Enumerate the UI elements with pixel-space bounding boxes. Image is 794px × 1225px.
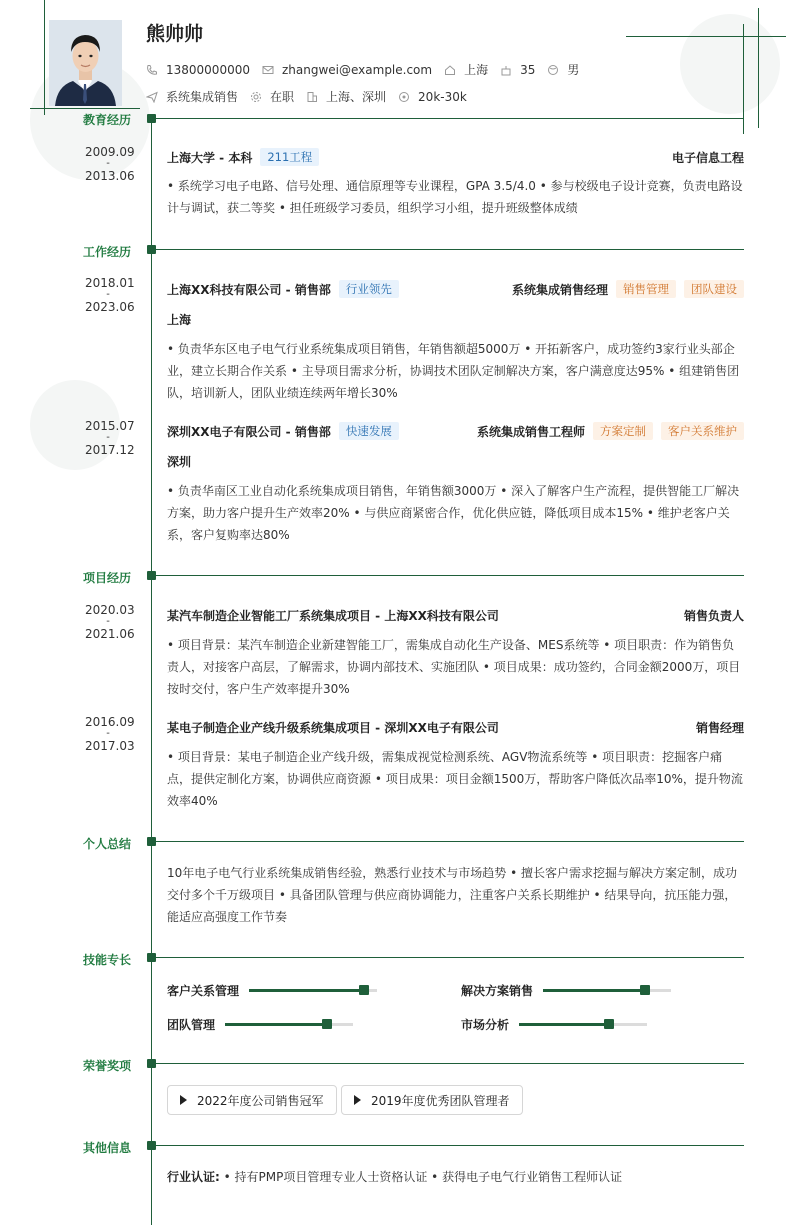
section-marker xyxy=(147,114,156,123)
section-title-projects: 项目经历 xyxy=(83,571,132,585)
candidate-name: 熊帅帅 xyxy=(146,23,204,45)
section-divider xyxy=(156,1145,744,1146)
section-divider xyxy=(156,249,744,250)
city-info xyxy=(444,61,488,78)
phone-info xyxy=(146,63,250,77)
coin-icon xyxy=(398,91,410,103)
date-range xyxy=(85,276,135,314)
decor-line xyxy=(44,0,45,115)
date-separator: - xyxy=(106,289,110,300)
section-title-education: 教育经历 xyxy=(83,113,132,127)
company-name: 上海XX科技有限公司 - 销售部 xyxy=(167,282,331,297)
avatar-photo xyxy=(49,20,122,106)
summary-text: 10年电子电气行业系统集成销售经验，熟悉行业技术与市场趋势 • 擅长客户需求挖掘与解决方案定制，成功交付多个千万级项目 • 具备团队管理与供应商协调能力，注重客户关系长期维护 • 结果导向，抗压能力强，能适应高强度工作节奏 xyxy=(167,866,737,924)
gender-value: 男 xyxy=(567,63,580,77)
contact-row xyxy=(146,61,591,78)
skill-level-fill xyxy=(249,989,364,992)
skill-level-knob xyxy=(359,985,369,995)
company-name: 深圳XX电子有限公司 - 销售部 xyxy=(167,424,331,439)
salary-info xyxy=(398,90,467,104)
skill-level-fill xyxy=(519,1023,609,1026)
job-title: 系统集成销售工程师 xyxy=(476,424,585,439)
decor-circle xyxy=(680,14,780,114)
section-title-awards: 荣誉奖项 xyxy=(83,1059,132,1073)
skill-item xyxy=(461,1016,647,1033)
building-icon xyxy=(306,91,318,103)
skill-item xyxy=(167,982,377,999)
date-separator: - xyxy=(106,616,110,627)
skill-name: 市场分析 xyxy=(461,1018,510,1032)
target-role-info xyxy=(146,88,238,105)
skill-tag: 客户关系维护 xyxy=(661,422,744,440)
end-date: 2017.12 xyxy=(85,443,135,457)
section-marker xyxy=(147,1059,156,1068)
award-name: 2019年度优秀团队管理者 xyxy=(371,1093,510,1108)
section-divider xyxy=(156,841,744,842)
phone-number: 13800000000 xyxy=(166,62,250,77)
date-separator: - xyxy=(106,432,110,443)
skill-level-bar xyxy=(543,989,671,992)
section-marker xyxy=(147,953,156,962)
intention-row xyxy=(146,88,479,105)
date-range xyxy=(85,603,135,641)
skill-level-knob xyxy=(604,1019,614,1029)
education-entry-header xyxy=(167,148,744,166)
section-title-work: 工作经历 xyxy=(83,245,132,259)
work-description: • 负责华东区电子电气行业系统集成项目销售，年销售额超5000万 • 开拓新客户，成功签约3家行业头部企业，建立长期合作关系 • 主导项目需求分析，协调技术团队定制解决方案，客户满意度达95% • 组建销售团队，培训新人，团队业绩连续两年增长30% xyxy=(167,342,740,400)
company-tag: 行业领先 xyxy=(339,280,399,298)
target-role-value: 系统集成销售 xyxy=(166,90,239,104)
company-tag: 快速发展 xyxy=(339,422,399,440)
end-date: 2023.06 xyxy=(85,300,135,314)
play-icon xyxy=(180,1095,187,1105)
start-date: 2018.01 xyxy=(85,276,135,290)
section-title-other: 其他信息 xyxy=(83,1141,132,1155)
play-icon xyxy=(354,1095,361,1105)
skill-level-fill xyxy=(225,1023,327,1026)
gear-icon xyxy=(250,91,262,103)
section-divider xyxy=(156,1063,744,1064)
education-description: • 系统学习电子电路、信号处理、通信原理等专业课程，GPA 3.5/4.0 • 参与校级电子设计竞赛，负责电路设计与调试，获二等奖 • 担任班级学习委员，组织学习小组，提升班级整体成绩 xyxy=(167,179,743,215)
skill-name: 团队管理 xyxy=(167,1018,216,1032)
job-title: 系统集成销售经理 xyxy=(511,282,608,297)
target-cities-value: 上海、深圳 xyxy=(326,90,387,104)
age-info xyxy=(500,63,535,77)
work-entry-header xyxy=(167,280,744,298)
email-address: zhangwei@example.com xyxy=(281,62,433,77)
project-entry-header xyxy=(167,719,744,736)
skill-level-knob xyxy=(640,985,650,995)
award-name: 2022年度公司销售冠军 xyxy=(197,1093,324,1108)
end-date: 2017.03 xyxy=(85,739,135,753)
award-badge xyxy=(167,1085,337,1115)
certification-value: • 持有PMP项目管理专业人士资格认证 • 获得电子电气行业销售工程师认证 xyxy=(223,1170,623,1184)
gender-info xyxy=(547,61,579,78)
section-divider xyxy=(156,575,744,576)
target-cities-info xyxy=(306,88,386,105)
skill-level-bar xyxy=(519,1023,647,1026)
date-range xyxy=(85,419,135,457)
award-badge xyxy=(341,1085,523,1115)
start-date: 2009.09 xyxy=(85,145,135,159)
gender-icon xyxy=(547,64,559,76)
skill-name: 客户关系管理 xyxy=(167,984,240,998)
section-title-skills: 技能专长 xyxy=(83,953,132,967)
skill-level-fill xyxy=(543,989,645,992)
decor-line xyxy=(758,8,759,128)
project-name: 某电子制造企业产线升级系统集成项目 - 深圳XX电子有限公司 xyxy=(167,721,499,735)
date-range xyxy=(85,715,135,753)
date-range xyxy=(85,145,135,183)
section-marker xyxy=(147,837,156,846)
skill-item xyxy=(167,1016,353,1033)
decor-line xyxy=(30,108,140,109)
section-title-summary: 个人总结 xyxy=(83,837,132,851)
work-location: 上海 xyxy=(167,313,192,327)
skill-tag: 销售管理 xyxy=(616,280,676,298)
school-name: 上海大学 - 本科 xyxy=(167,150,253,165)
start-date: 2015.07 xyxy=(85,419,135,433)
project-role: 销售经理 xyxy=(695,721,744,735)
start-date: 2020.03 xyxy=(85,603,135,617)
section-marker xyxy=(147,571,156,580)
home-icon xyxy=(444,64,456,76)
phone-icon xyxy=(146,64,158,76)
school-tag: 211工程 xyxy=(260,148,319,166)
end-date: 2013.06 xyxy=(85,169,135,183)
start-date: 2016.09 xyxy=(85,715,135,729)
mail-icon xyxy=(262,64,274,76)
project-entry-header xyxy=(167,607,744,624)
section-marker xyxy=(147,245,156,254)
status-info xyxy=(250,88,294,105)
skill-item xyxy=(461,982,671,999)
cake-icon xyxy=(500,64,512,76)
date-separator: - xyxy=(106,728,110,739)
work-entry-header xyxy=(167,422,744,440)
skill-tag: 方案定制 xyxy=(593,422,653,440)
age-value: 35 xyxy=(520,62,536,77)
skill-level-knob xyxy=(322,1019,332,1029)
skill-level-bar xyxy=(249,989,377,992)
email-info xyxy=(262,63,432,77)
work-description: • 负责华南区工业自动化系统集成项目销售，年销售额3000万 • 深入了解客户生产流程，提供智能工厂解决方案，助力客户提升生产效率20% • 与供应商紧密合作，优化供应链，降低项目成本15% • 维护老客户关系，客户复购率达80% xyxy=(167,484,740,542)
section-divider xyxy=(156,957,744,958)
major-name: 电子信息工程 xyxy=(671,150,744,165)
salary-value: 20k-30k xyxy=(418,89,467,104)
other-info xyxy=(167,1168,622,1185)
end-date: 2021.06 xyxy=(85,627,135,641)
project-name: 某汽车制造企业智能工厂系统集成项目 - 上海XX科技有限公司 xyxy=(167,609,499,623)
project-description: • 项目背景：某汽车制造企业新建智能工厂，需集成自动化生产设备、MES系统等 • 项目职责：作为销售负责人，对接客户高层，了解需求，协调内部技术、实施团队 • 项目成果：成功签约，合同金额2000万，项目按时交付，客户生产效率提升30% xyxy=(167,638,741,696)
send-icon xyxy=(146,91,158,103)
project-role: 销售负责人 xyxy=(683,609,744,623)
skill-name: 解决方案销售 xyxy=(461,984,534,998)
work-location: 深圳 xyxy=(167,455,192,469)
section-marker xyxy=(147,1141,156,1150)
status-value: 在职 xyxy=(270,90,295,104)
section-divider xyxy=(156,118,744,119)
certification-label: 行业认证: xyxy=(167,1170,220,1184)
date-separator: - xyxy=(106,158,110,169)
project-description: • 项目背景：某电子制造企业产线升级，需集成视觉检测系统、AGV物流系统等 • 项目职责：挖掘客户痛点，提供定制化方案，协调供应商资源 • 项目成果：项目金额1500万，帮助客户降低次品率10%，提升物流效率40% xyxy=(167,750,743,808)
city-value: 上海 xyxy=(464,63,489,77)
decor-line xyxy=(626,36,786,37)
skill-tag: 团队建设 xyxy=(684,280,744,298)
skill-level-bar xyxy=(225,1023,353,1026)
